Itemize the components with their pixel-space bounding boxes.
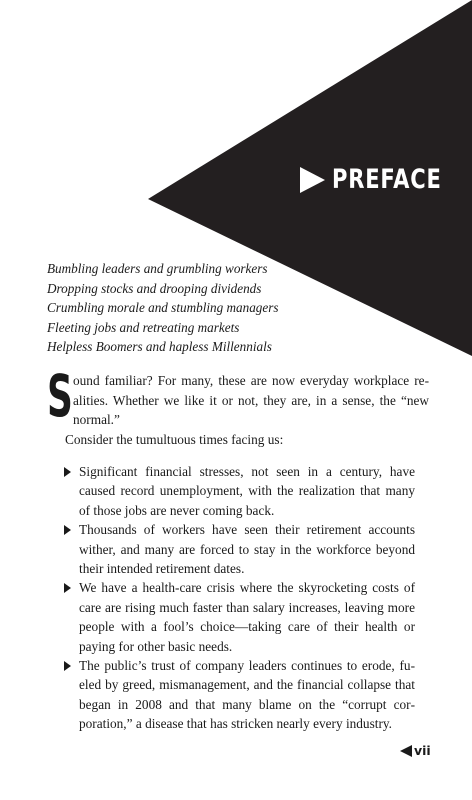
epigraph-line: Dropping stocks and drooping dividends <box>47 280 262 296</box>
epigraph-line: Bumbling leaders and grumbling workers <box>47 261 268 276</box>
intro-text: ound familiar? For many, these are now everyday workplace realities. Whether we like it or not, they are, in a sense, the “new normal.” <box>73 373 429 427</box>
chapter-heading <box>300 164 472 195</box>
right-triangle-icon <box>300 167 325 193</box>
chapter-title: PREFACE <box>332 164 442 195</box>
epigraph-line: Crumbling morale and stumbling managers <box>47 300 279 315</box>
consider-paragraph: Consider the tumultuous times facing us: <box>65 432 284 447</box>
list-item <box>63 462 415 520</box>
left-triangle-icon <box>400 745 412 757</box>
list-item <box>63 656 415 734</box>
right-triangle-bullet-icon <box>64 583 71 593</box>
list-item-text: The public’s trust of company leaders continues to erode, fueled by greed, mismanagement, and the financial collapse that began in 2008 and that many blame on the “corrupt corporation,” a disease that has stricken nearly every industry. <box>79 658 415 732</box>
bullet-list <box>63 462 415 734</box>
list-item-text: We have a health-care crisis where the skyrocketing costs of care are rising much faster than salary increases, leaving more people with a fool’s choice—taking care of their health or paying for other basic needs. <box>79 580 415 654</box>
page-number: vii <box>414 743 431 758</box>
right-triangle-bullet-icon <box>64 525 71 535</box>
list-item <box>63 520 415 578</box>
epigraph-line: Helpless Boomers and hapless Millennials <box>47 339 272 354</box>
right-triangle-bullet-icon <box>64 467 71 477</box>
epigraph-line: Fleeting jobs and retreating markets <box>47 319 240 335</box>
right-triangle-bullet-icon <box>64 661 71 671</box>
list-item-text: Thousands of workers have seen their retirement accounts wither, and many are forced to stay in the workforce beyond their intended retirement dates. <box>79 522 415 577</box>
list-item-text: Significant financial stresses, not seen in a century, have caused record unemployment, with the realization that many of those jobs are never coming back. <box>79 464 415 518</box>
list-item <box>63 578 415 656</box>
epigraph <box>47 259 279 357</box>
intro-paragraph <box>47 362 429 430</box>
drop-cap: S <box>47 362 73 430</box>
page-folio <box>400 743 431 758</box>
